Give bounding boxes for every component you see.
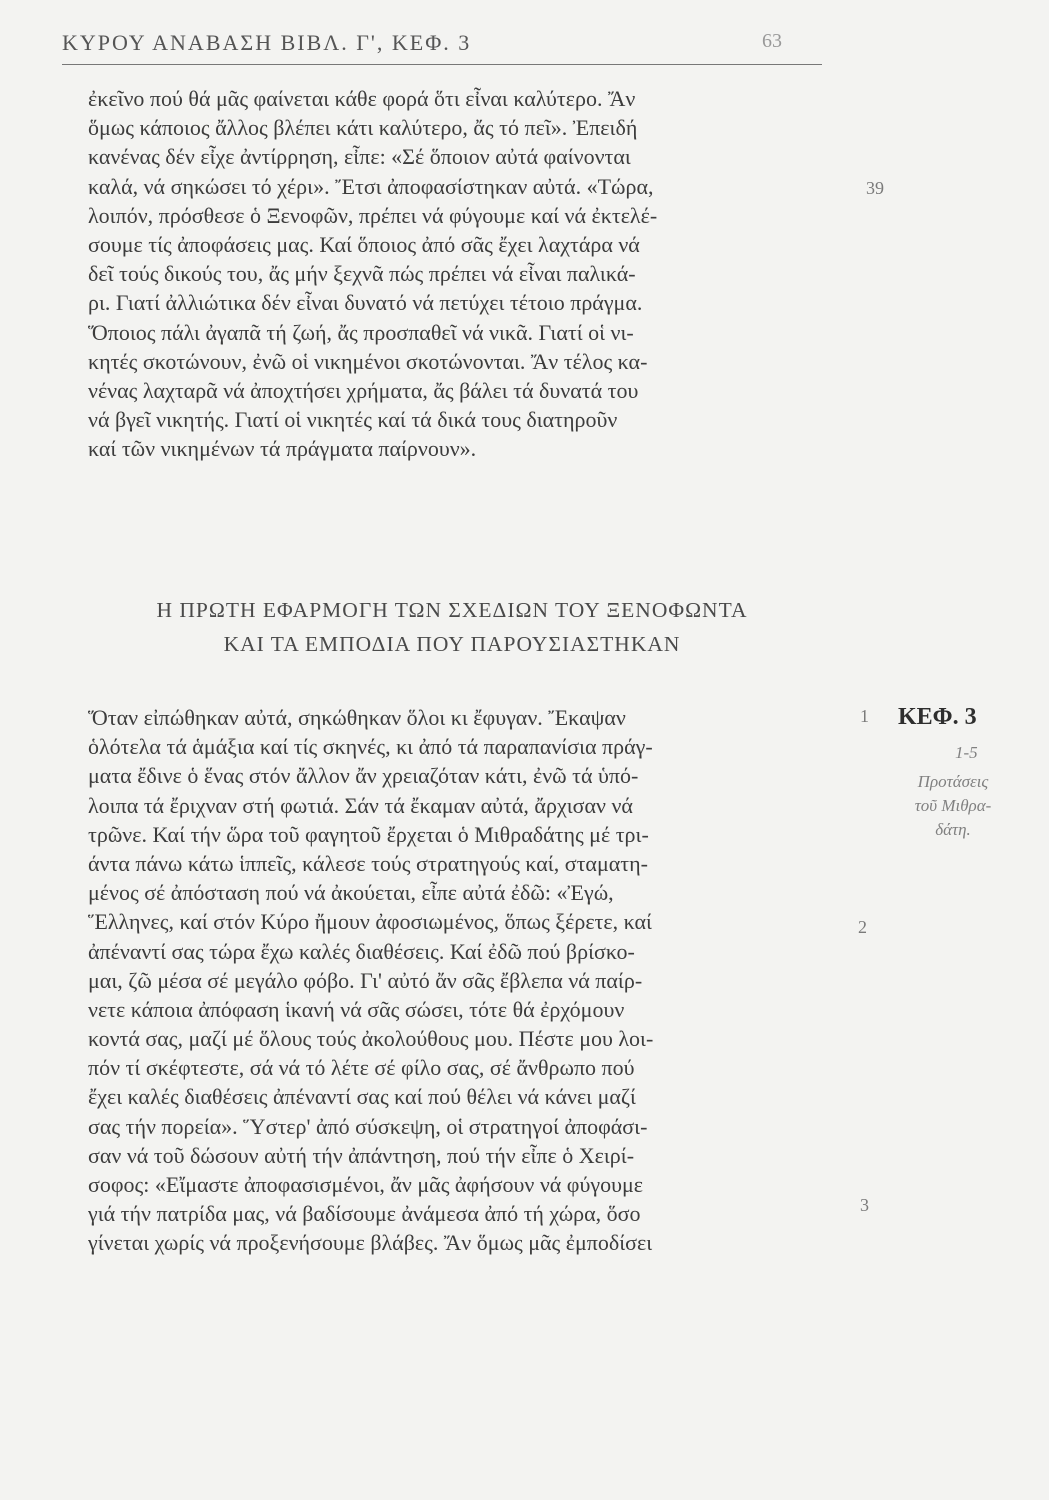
sidebar-note <box>873 770 1033 842</box>
text-line: Ὅποιος πάλι ἀγαπᾶ τή ζωή, ἄς προσπαθεῖ νά νικᾶ. Γιατί οἱ νι- <box>88 319 634 345</box>
text-line: ὅμως κάποιος ἄλλος βλέπει κάτι καλύτερο, ἄς τό πεῖ». Ἐπειδή <box>88 115 638 141</box>
text-line: σουμε τίς ἀποφάσεις μας. Καί ὅποιος ἀπό σᾶς ἔχει λαχτάρα νά <box>88 231 640 257</box>
text-line: τρῶνε. Καί τήν ὥρα τοῦ φαγητοῦ ἔρχεται ὁ Μιθραδάτης μέ τρι- <box>88 821 649 847</box>
text-line: καλά, νά σηκώσει τό χέρι». Ἔτσι ἀποφασίστηκαν αὐτά. «Τώρα, <box>88 173 654 199</box>
section-heading-line-2: ΚΑΙ ΤΑ ΕΜΠΟΔΙΑ ΠΟΥ ΠΑΡΟΥΣΙΑΣΤΗΚΑΝ <box>223 632 681 656</box>
text-line: νένας λαχταρᾶ νά ἀποχτήσει χρήματα, ἄς βάλει τά δυνατά του <box>88 377 639 403</box>
text-line: σας τήν πορεία». Ὕστερ' ἀπό σύσκεψη, οἱ στρατηγοί ἀποφάσι- <box>88 1113 648 1139</box>
text-line: ὁλότελα τά ἁμάξια καί τίς σκηνές, κι ἀπό τά παραπανίσια πράγ- <box>88 734 653 760</box>
text-line: ματα ἔδινε ὁ ἕνας στόν ἄλλον ἄν χρειαζόταν κάτι, ἐνῶ τά ὑπό- <box>88 763 639 789</box>
running-head: ΚΥΡΟΥ ΑΝΑΒΑΣΗ ΒΙΒΛ. Γ', ΚΕΦ. 3 <box>62 30 472 55</box>
text-line: ἐκεῖνο πού θά μᾶς φαίνεται κάθε φορά ὅτι εἶναι καλύτερο. Ἄν <box>88 86 636 111</box>
text-line: ρι. Γιατί ἀλλιώτικα δέν εἶναι δυνατό νά πετύχει τέτοιο πράγμα. <box>88 290 643 316</box>
text-line: λοιπόν, πρόσθεσε ὁ Ξενοφῶν, πρέπει νά φύγουμε καί νά ἐκτελέ- <box>88 202 658 228</box>
text-line: σαν νά τοῦ δώσουν αὐτή τήν ἀπάντηση, πού τήν εἶπε ὁ Χειρί- <box>88 1142 635 1168</box>
passage-main <box>88 703 828 1258</box>
text-line: γίνεται χωρίς νά προξενήσουμε βλάβες. Ἄν ὅμως μᾶς ἐμποδίσει <box>88 1230 653 1256</box>
text-line: πόν τί σκέφτεστε, σά νά τό λέτε σέ φίλο σας, σέ ἄνθρωπο πού <box>88 1055 635 1081</box>
text-line: καί τῶν νικημένων τά πράγματα παίρνουν». <box>88 436 477 462</box>
page-number: 63 <box>762 30 782 52</box>
sidebar-note-line: δάτη. <box>935 820 971 839</box>
text-line: νετε κάποια ἀπόφαση ἱκανή νά σᾶς σώσει, τότε θά ἐρχόμουν <box>88 996 625 1022</box>
text-line: κοντά σας, μαζί μέ ὅλους τούς ἀκολούθους μου. Πέστε μου λοι- <box>88 1026 654 1052</box>
text-line: σοφος: «Εἴμαστε ἀποφασισμένοι, ἄν μᾶς ἀφήσουν νά φύγουμε <box>88 1172 644 1197</box>
sidebar-note-line: τοῦ Μιθρα- <box>914 796 992 815</box>
section-heading-line-1: Η ΠΡΩΤΗ ΕΦΑΡΜΟΓΗ ΤΩΝ ΣΧΕΔΙΩΝ ΤΟΥ ΞΕΝΟΦΩΝΤΑ <box>156 598 748 622</box>
sidebar-note-line: Προτάσεις <box>917 772 989 791</box>
sidebar-chapter-label: ΚΕΦ. 3 <box>898 704 977 730</box>
text-line: μαι, ζῶ μέσα σέ μεγάλο φόβο. Γι' αὐτό ἄν σᾶς ἔβλεπα νά παίρ- <box>88 967 643 993</box>
margin-number-39: 39 <box>866 178 884 198</box>
text-line: λοιπα τά ἔριχναν στή φωτιά. Σάν τά ἔκαμαν αὐτά, ἄρχισαν νά <box>88 792 633 818</box>
text-line: κητές σκοτώνουν, ἐνῶ οἱ νικημένοι σκοτώνονται. Ἄν τέλος κα- <box>88 348 648 374</box>
header-rule <box>62 64 822 65</box>
text-line: γιά τήν πατρίδα μας, νά βαδίσουμε ἀνάμεσα ἀπό τή χώρα, ὅσο <box>88 1201 641 1227</box>
margin-number-3: 3 <box>860 1195 869 1215</box>
text-line: ἔχει καλές διαθέσεις ἀπέναντί σας καί πού θέλει νά κάνει μαζί <box>88 1084 636 1110</box>
text-line: νά βγεῖ νικητής. Γιατί οἱ νικητές καί τά δικά τους διατηροῦν <box>88 407 618 433</box>
text-line: ἀπέναντί σας τώρα ἔχω καλές διαθέσεις. Καί ἐδῶ πού βρίσκο- <box>88 938 635 964</box>
text-line: κανένας δέν εἶχε ἀντίρρηση, εἶπε: «Σέ ὅποιον αὐτά φαίνονται <box>88 144 631 170</box>
text-line: άντα πάνω κάτω ἱππεῖς, κάλεσε τούς στρατηγούς καί, σταματη- <box>88 850 648 876</box>
sidebar-range: 1-5 <box>955 743 978 762</box>
margin-number-2: 2 <box>858 917 867 937</box>
text-line: μένος σέ ἀπόσταση πού νά ἀκούεται, εἶπε αὐτά ἐδῶ: «Ἐγώ, <box>88 880 614 906</box>
text-line: Ἕλληνες, καί στόν Κύρο ἤμουν ἀφοσιωμένος, ὅπως ξέρετε, καί <box>88 909 652 935</box>
passage-before <box>88 84 828 463</box>
text-line: δεῖ τούς δικούς του, ἄς μήν ξεχνᾶ πώς πρέπει νά εἶναι παλικά- <box>88 261 636 287</box>
margin-number-1: 1 <box>860 706 869 726</box>
text-line: Ὅταν εἰπώθηκαν αὐτά, σηκώθηκαν ὅλοι κι ἔφυγαν. Ἔκαψαν <box>88 705 626 730</box>
